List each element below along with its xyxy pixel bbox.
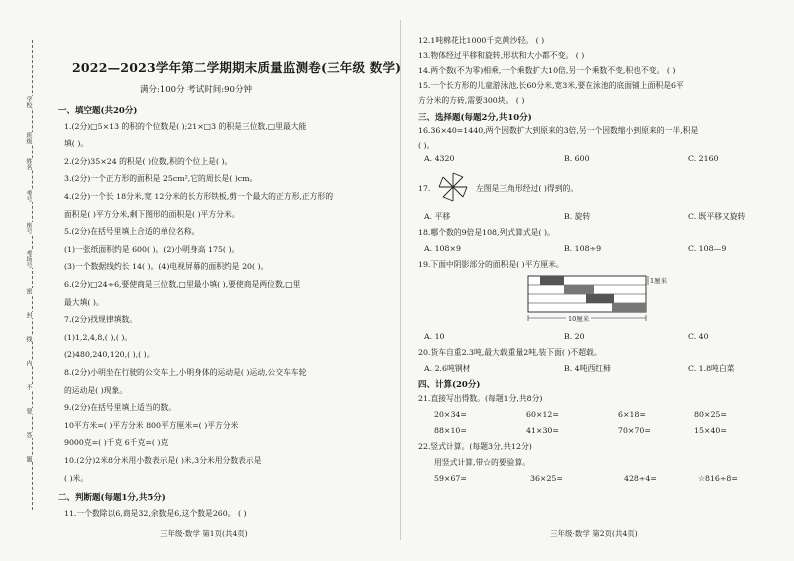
q16-option-c[interactable]: C. 2160 xyxy=(688,154,719,163)
question-line: 填( )。 xyxy=(64,139,89,149)
question-line: 4.(2分)一个长 18分米,宽 12分米的长方形铁板,剪一个最大的正方形,正方形的 xyxy=(64,192,334,201)
question-line: (1)1,2,4,8,( ),( )。 xyxy=(64,332,133,342)
section-heading: 一、填空题(共20分) xyxy=(58,106,138,116)
binding-label: 密 xyxy=(25,288,32,294)
q18-option-a[interactable]: A. 108×9 xyxy=(424,244,461,253)
question-line: 面积是( )平方分米,剩下图形的面积是( )平方分米。 xyxy=(64,209,240,219)
binding-label: 内 xyxy=(25,360,32,366)
question-line: 16.36×40=1440,两个因数扩大到原来的3倍,另一个因数缩小到原来的一半,积是 xyxy=(418,126,699,135)
q21-item: 41×30= xyxy=(526,426,559,435)
binding-label: 考场号 xyxy=(25,250,32,268)
q17-option-c[interactable]: C. 既平移又旋转 xyxy=(688,212,746,221)
binding-label: 姓名 xyxy=(25,158,32,170)
q21-question: 21.直接写出得数。(每题1分,共8分) xyxy=(418,394,543,403)
q22-question: 22.竖式计算。(每题3分,共12分) xyxy=(418,442,532,451)
q19-question: 19.下面中阴影部分的面积是( )平方厘米。 xyxy=(418,260,564,269)
q20-option-b[interactable]: B. 4吨西红柿 xyxy=(564,364,611,373)
q22-item: ☆816÷8= xyxy=(698,474,738,483)
q17-number: 17. xyxy=(418,184,431,193)
question-line: 12.1吨棉花比1000千克黄沙轻。 ( ) xyxy=(418,36,545,45)
q22-item: 36×25= xyxy=(530,474,563,483)
question-line: 14.两个数(不为零)相乘,一个乘数扩大10倍,另一个乘数不变,积也不变。 ( ) xyxy=(418,66,676,75)
question-line: (2)480,240,120,( ),( )。 xyxy=(64,350,155,360)
binding-label: 座号 xyxy=(25,222,32,234)
question-line: 9000克=( )千克 6千克=( )克 xyxy=(64,438,169,448)
q19-option-a[interactable]: A. 10 xyxy=(424,332,445,341)
binding-label: 封 xyxy=(25,312,32,318)
binding-label: 学校 xyxy=(25,96,32,108)
q22-note: 用竖式计算,带☆的要验算。 xyxy=(434,458,531,467)
q20-question: 20.货车自重2.3吨,最大载重量2吨,装下面( )不超载。 xyxy=(418,348,602,357)
binding-label: 要 xyxy=(25,408,32,414)
section-heading: 二、判断题(每题1分,共5分) xyxy=(58,493,166,504)
exam-title: 2022—2023学年第二学期期末质量监测卷(三年级 数学) xyxy=(72,60,402,75)
question-line: 5.(2分)在括号里填上合适的单位名称。 xyxy=(64,227,200,237)
question-line: 13.物体经过平移和旋转,形状和大小都不变。 ( ) xyxy=(418,51,585,60)
question-line: 方分米的方砖,需要300块。 ( ) xyxy=(418,96,525,105)
q21-item: 88×10= xyxy=(434,426,467,435)
right-page xyxy=(400,0,794,561)
binding-label: 考号 xyxy=(25,190,32,202)
question-line: 1.(2分)□5×13 的积的个位数是( );21×□3 的积是三位数,□里最大能 xyxy=(64,121,307,131)
section-calculation: 四、计算(20分) xyxy=(418,380,481,390)
q19-option-c[interactable]: C. 40 xyxy=(688,332,709,341)
question-line: 10平方米=( )平方分米 800平方厘米=( )平方分米 xyxy=(64,420,239,430)
q21-item: 60×12= xyxy=(526,410,559,419)
q21-item: 80×25= xyxy=(694,410,727,419)
page-footer-left: 三年级·数学 第1页(共4页) xyxy=(160,529,248,538)
section-heading: 三、选择题(每题2分,共10分) xyxy=(418,113,532,123)
q17-option-a[interactable]: A. 平移 xyxy=(424,212,451,221)
pinwheel-figure xyxy=(436,170,470,204)
q17-option-b[interactable]: B. 旋转 xyxy=(564,212,591,221)
question-line: 15.一个长方形的儿童游泳池,长60分米,宽3米,要在泳池的底面铺上面积是6平 xyxy=(418,81,684,90)
binding-label: 线 xyxy=(25,336,32,342)
binding-margin xyxy=(22,40,44,510)
binding-label: 题 xyxy=(25,456,32,462)
q16-option-b[interactable]: B. 600 xyxy=(564,154,590,163)
question-line: (3)一个数据线约长 14( )。(4)电视屏幕的面积约是 20( )。 xyxy=(64,262,269,272)
q21-item: 6×18= xyxy=(618,410,646,419)
binding-dashed-line xyxy=(32,40,33,510)
question-line: 2.(2分)35×24 的积是( )位数,积的个位上是( )。 xyxy=(64,156,233,166)
exam-subtitle: 满分:100分 考试时间:90分钟 xyxy=(140,85,252,95)
question-line: 11.一个数除以6,商是32,余数是6,这个数是260。 ( ) xyxy=(64,508,247,518)
binding-label: 不 xyxy=(25,384,32,390)
q18-question: 18.哪个数的9倍是108,列式算式是( )。 xyxy=(418,228,555,237)
shaded-rectangle-figure xyxy=(526,274,696,326)
binding-label: 答 xyxy=(25,432,32,438)
q21-item: 70×70= xyxy=(618,426,651,435)
question-line: ( )米。 xyxy=(64,473,89,483)
question-line: ( )。 xyxy=(418,141,435,150)
page-footer-right: 三年级·数学 第2页(共4页) xyxy=(550,529,638,538)
q19-width-label: 10厘米 xyxy=(568,315,590,323)
question-line: 3.(2分)一个正方形的面积是 25cm²,它的周长是( )cm。 xyxy=(64,174,258,184)
question-line: 最大填( )。 xyxy=(64,297,104,307)
question-line: 8.(2分)小明坐在行驶的公交车上,小明身体的运动是( )运动,公交车车轮 xyxy=(64,368,307,377)
q18-option-b[interactable]: B. 108÷9 xyxy=(564,244,602,253)
question-line: (1)一张纸面积约是 600( )。(2)小明身高 175( )。 xyxy=(64,244,240,254)
q19-option-b[interactable]: B. 20 xyxy=(564,332,585,341)
q16-option-a[interactable]: A. 4320 xyxy=(424,154,455,163)
q17-question: 左图是三角形经过( )得到的。 xyxy=(476,184,579,193)
question-line: 的运动是( )现象。 xyxy=(64,385,128,395)
q22-item: 428÷4= xyxy=(624,474,657,483)
q20-option-a[interactable]: A. 2.6吨钢材 xyxy=(424,364,471,373)
question-line: 6.(2分)□24÷6,要使商是三位数,□里最小填( ),要使商是两位数,□里 xyxy=(64,280,301,289)
q22-item: 59×67= xyxy=(434,474,467,483)
binding-label: 班级 xyxy=(25,132,32,144)
q21-item: 20×34= xyxy=(434,410,467,419)
question-line: 7.(2分)找规律填数。 xyxy=(64,315,138,325)
q20-option-c[interactable]: C. 1.8吨白菜 xyxy=(688,364,735,373)
q19-height-label: 1厘米 xyxy=(650,277,668,285)
question-line: 10.(2分)2米8分米用小数表示是( )米,3分米用分数表示是 xyxy=(64,456,262,465)
q18-option-c[interactable]: C. 108—9 xyxy=(688,244,727,253)
question-line: 9.(2分)在括号里填上适当的数。 xyxy=(64,403,177,413)
q21-item: 15×40= xyxy=(694,426,727,435)
